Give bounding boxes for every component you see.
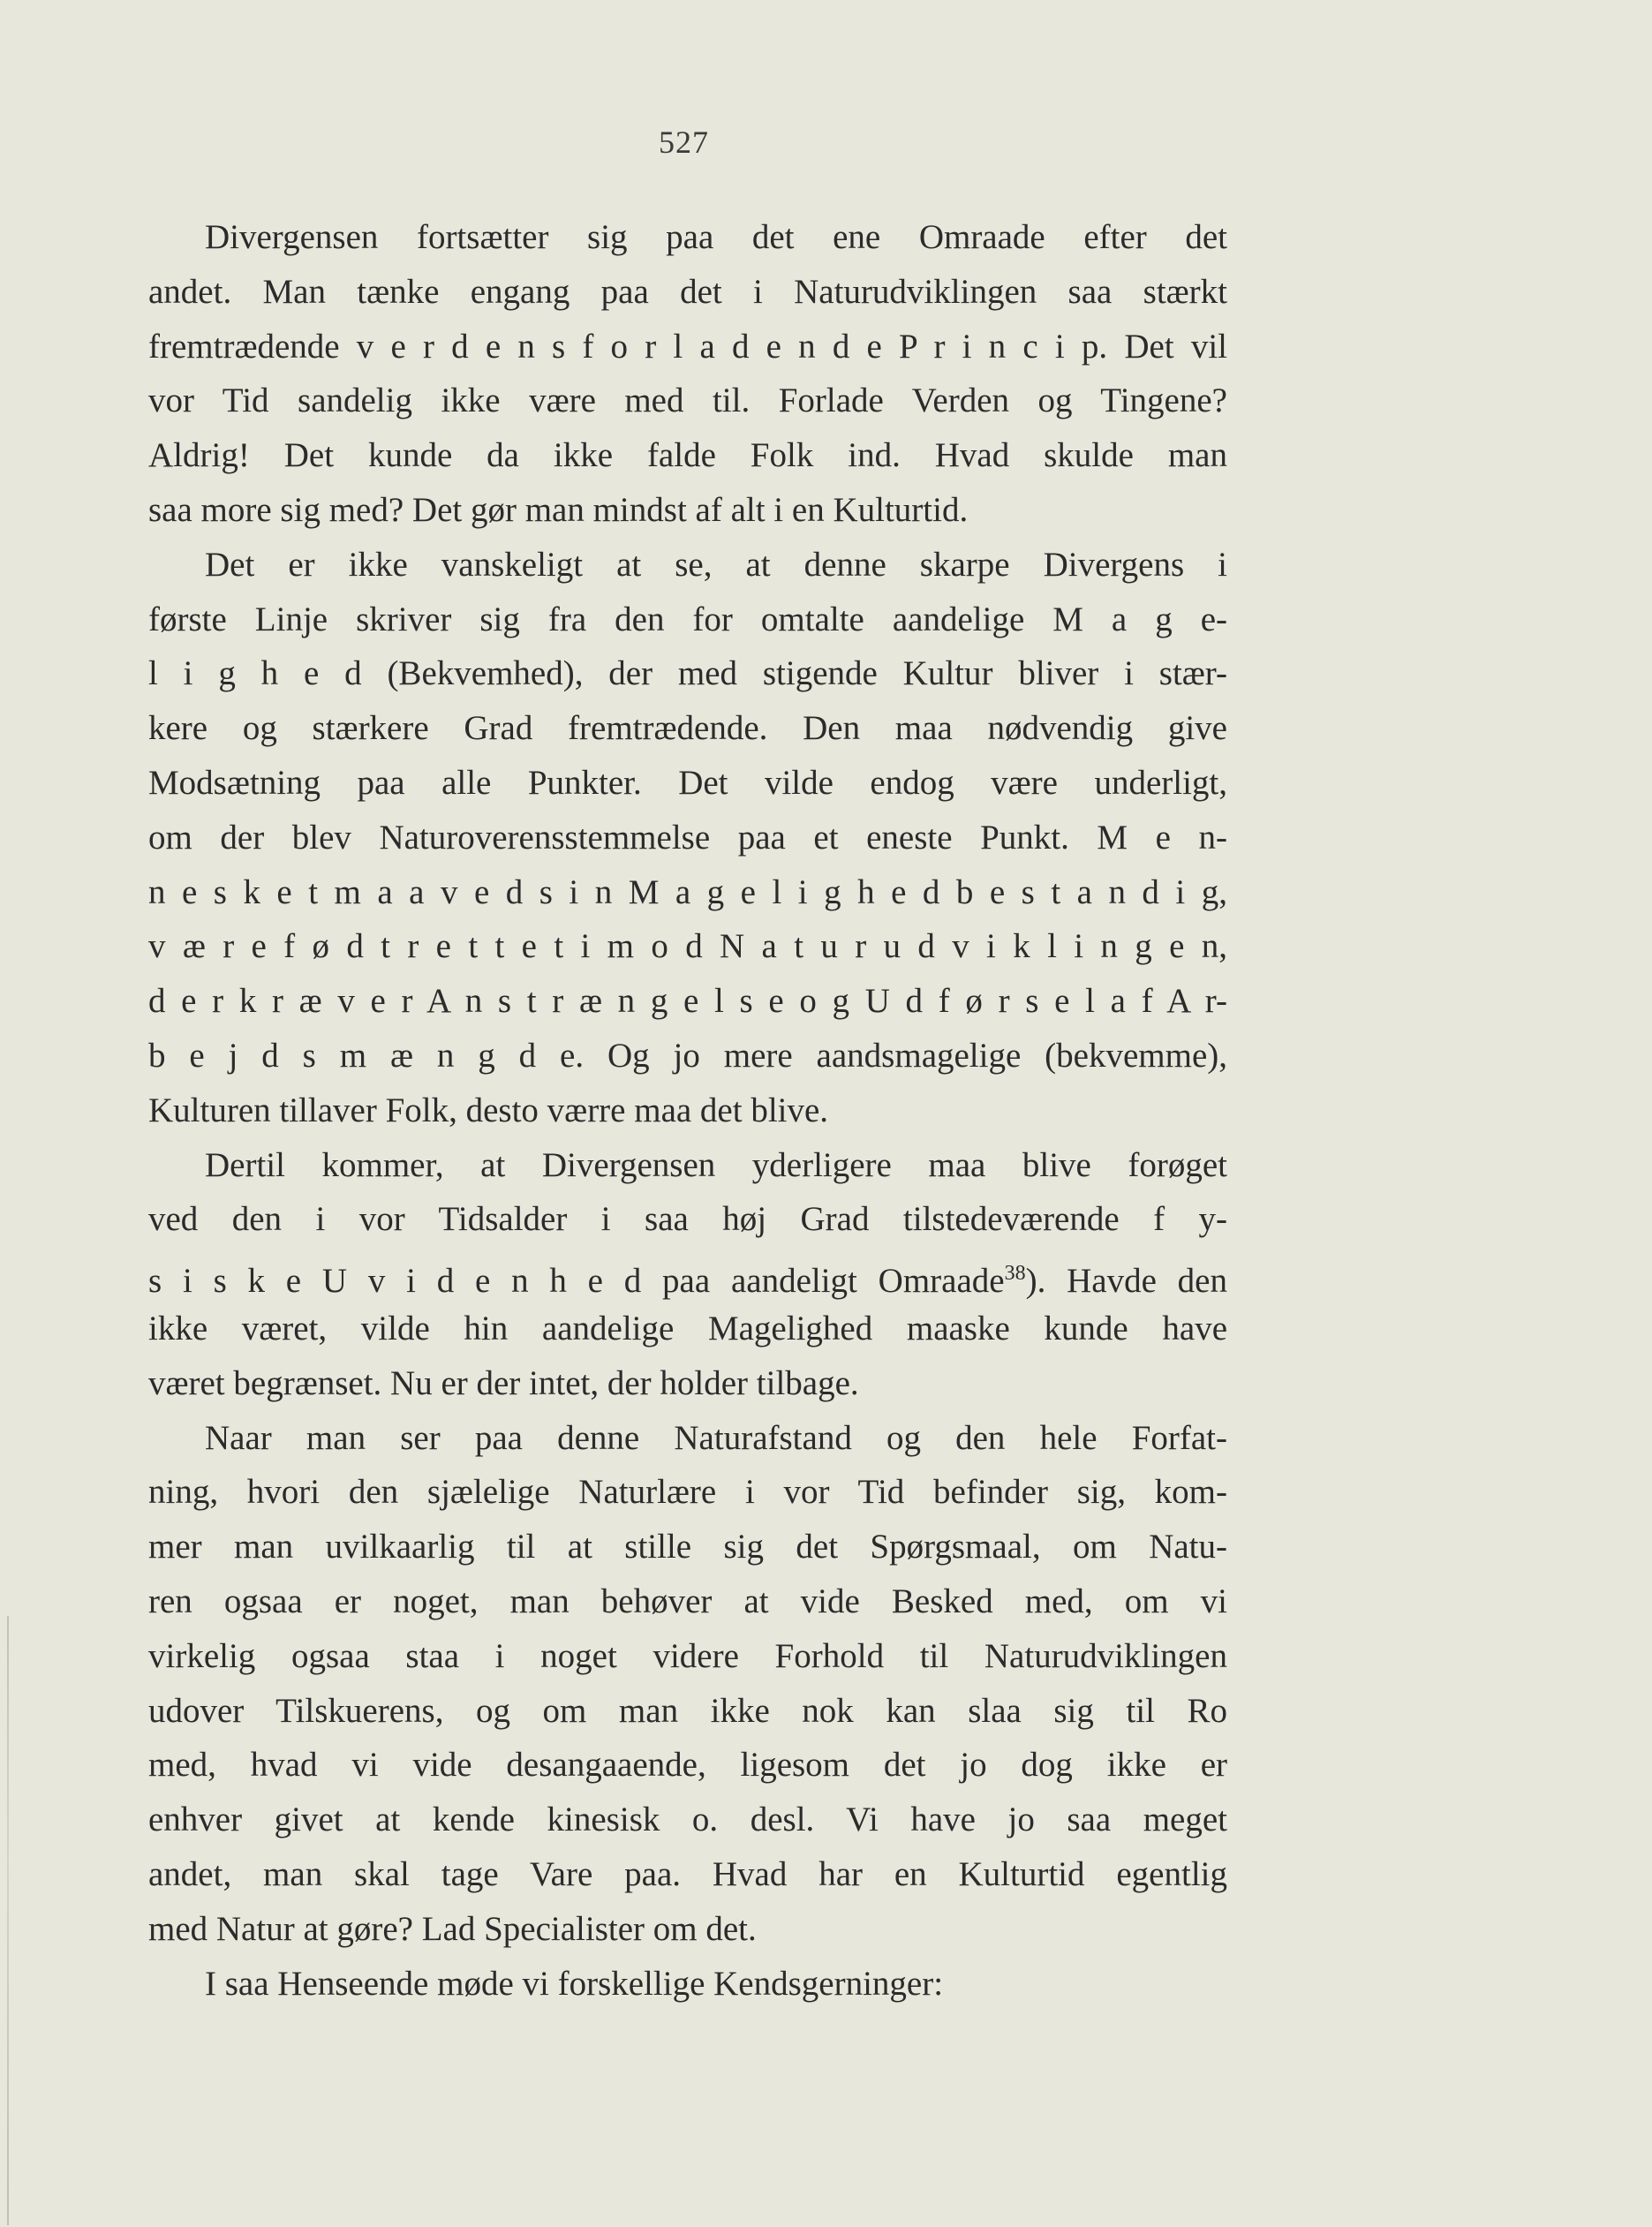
paragraph-1 bbox=[148, 210, 1227, 538]
page-edge-shadow bbox=[7, 1616, 9, 2225]
text-line: med Natur at gøre? Lad Specialister om det. bbox=[148, 1909, 757, 1948]
text-line: v æ r e f ø d t r e t t e t i m o d N a t u r u d v i k l i n g e n, bbox=[148, 927, 1227, 966]
text-line: fremtrædende v e r d e n s f o r l a d e n d e P r i n c i p. Det vil bbox=[148, 327, 1227, 366]
text-line: første Linje skriver sig fra den for omtalte aandelige M a g e- bbox=[148, 600, 1227, 638]
text-line: Kulturen tillaver Folk, desto værre maa det blive. bbox=[148, 1091, 829, 1129]
text-line: ikke været, vilde hin aandelige Magelighed maaske kunde have bbox=[148, 1309, 1227, 1348]
text-line: I saa Henseende møde vi forskellige Kendsgerninger: bbox=[205, 1964, 944, 2003]
text-line: ning, hvori den sjælelige Naturlære i vor Tid befinder sig, kom- bbox=[148, 1473, 1227, 1512]
text-line: Det er ikke vanskeligt at se, at denne skarpe Divergens i bbox=[205, 545, 1227, 584]
text-line: andet. Man tænke engang paa det i Naturudviklingen saa stærkt bbox=[148, 272, 1227, 311]
text-line: mer man uvilkaarlig til at stille sig det Spørgsmaal, om Natu- bbox=[148, 1528, 1227, 1566]
text-line: Divergensen fortsætter sig paa det ene Omraade efter det bbox=[205, 218, 1227, 256]
text-line: virkelig ogsaa staa i noget videre Forhold til Naturudviklingen bbox=[148, 1636, 1227, 1675]
text-line: n e s k e t m a a v e d s i n M a g e l i g h e d b e s t a n d i g, bbox=[148, 872, 1227, 911]
text-line: saa more sig med? Det gør man mindst af alt i en Kulturtid. bbox=[148, 490, 969, 529]
text-line: kere og stærkere Grad fremtrædende. Den maa nødvendig give bbox=[148, 709, 1227, 748]
text-line: vor Tid sandelig ikke være med til. Forlade Verden og Tingene? bbox=[148, 381, 1227, 420]
footnote-reference[interactable]: 38 bbox=[1004, 1262, 1026, 1286]
text-line: d e r k r æ v e r A n s t r æ n g e l s e o g U d f ø r s e l a f A r- bbox=[148, 982, 1227, 1021]
body-text bbox=[148, 210, 1227, 2011]
text-line: Modsætning paa alle Punkter. Det vilde endog være underligt, bbox=[148, 763, 1227, 802]
text-line: l i g h e d (Bekvemhed), der med stigende Kultur bliver i stær- bbox=[148, 654, 1227, 693]
paragraph-4 bbox=[148, 1411, 1227, 1957]
text-segment: ). Havde den bbox=[1025, 1262, 1227, 1301]
text-line: Naar man ser paa denne Naturafstand og den hele Forfat- bbox=[205, 1418, 1227, 1457]
text-line: udover Tilskuerens, og om man ikke nok kan slaa sig til Ro bbox=[148, 1691, 1227, 1730]
text-line: enhver givet at kende kinesisk o. desl. Vi have jo saa meget bbox=[148, 1800, 1227, 1839]
paragraph-2 bbox=[148, 538, 1227, 1138]
text-line: andet, man skal tage Vare paa. Hvad har en Kulturtid egentlig bbox=[148, 1854, 1227, 1893]
text-line: Aldrig! Det kunde da ikke falde Folk ind. Hvad skulde man bbox=[148, 436, 1227, 475]
text-line: b e j d s m æ n g d e. Og jo mere aandsmagelige (bekvemme), bbox=[148, 1036, 1227, 1075]
text-line: med, hvad vi vide desangaaende, ligesom det jo dog ikke er bbox=[148, 1746, 1227, 1785]
paragraph-5 bbox=[148, 1957, 1227, 2012]
text-line: været begrænset. Nu er der intet, der holder tilbage. bbox=[148, 1363, 859, 1402]
text-line-with-footnote bbox=[148, 1247, 1227, 1302]
text-line: ved den i vor Tidsalder i saa høj Grad tilstedeværende f y- bbox=[148, 1200, 1227, 1239]
paragraph-3 bbox=[148, 1138, 1227, 1411]
text-segment: s i s k e U v i d e n h e d paa aandeligt Omraade bbox=[148, 1262, 1005, 1301]
page-number: 527 bbox=[659, 125, 709, 160]
text-line: Dertil kommer, at Divergensen yderligere maa blive forøget bbox=[205, 1145, 1227, 1184]
text-line: ren ogsaa er noget, man behøver at vide Besked med, om vi bbox=[148, 1582, 1227, 1620]
text-line: om der blev Naturoverensstemmelse paa et eneste Punkt. M e n- bbox=[148, 818, 1227, 857]
